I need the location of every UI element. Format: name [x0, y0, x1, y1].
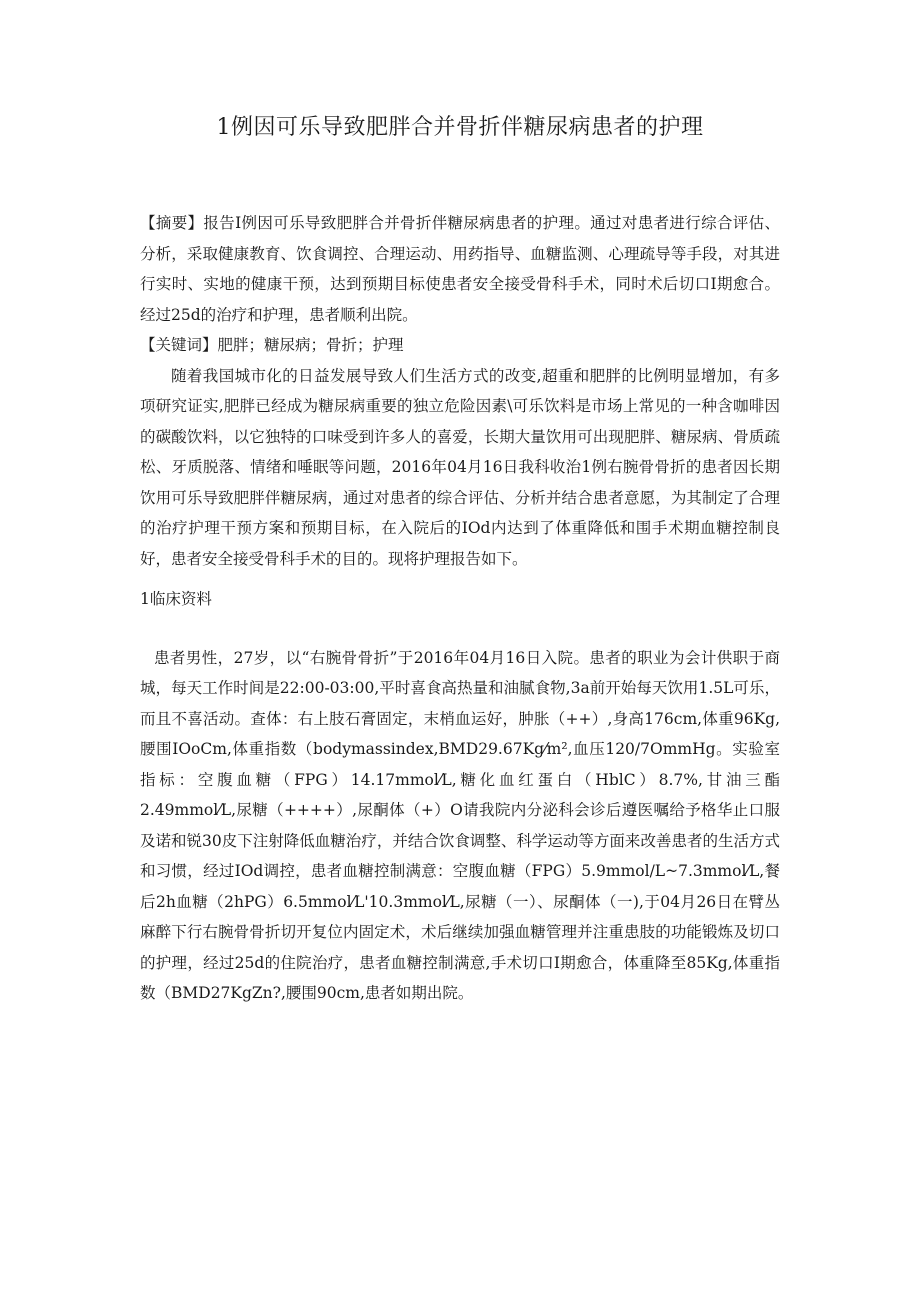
- abstract-paragraph: 【摘要】报告I例因可乐导致肥胖合并骨折伴糖尿病患者的护理。通过对患者进行综合评估、分析，采取健康教育、饮食调控、合理运动、用药指导、血糖监测、心理疏导等手段，对其进行实时、实地的健康干预，达到预期目标使患者安全接受骨科手术，同时术后切口I期愈合。经过25d的治疗和护理，患者顺利出院。: [140, 214, 780, 324]
- keywords-line: 【关键词】肥胖；糖尿病；骨折；护理: [140, 336, 404, 354]
- document-title: 1例因可乐导致肥胖合并骨折伴糖尿病患者的护理: [216, 115, 704, 140]
- intro-paragraph: 随着我国城市化的日益发展导致人们生活方式的改变,超重和肥胖的比例明显增加，有多项研究证实,肥胖已经成为糖尿病重要的独立危险因素\可乐饮料是市场上常见的一种含咖啡因的碳酸饮料，以它独特的口味受到许多人的喜爱，长期大量饮用可出现肥胖、糖尿病、骨质疏松、牙质脱落、情绪和唾眠等问题，2016年04月16日我科收治1例右腕骨骨折的患者因长期饮用可乐导致肥胖伴糖尿病，通过对患者的综合评估、分析并结合患者意愿，为其制定了合理的治疗护理干预方案和预期目标，在入院后的IOd内达到了体重降低和围手术期血糖控制良好，患者安全接受骨科手术的目的。现将护理报告如下。: [140, 366, 780, 568]
- section-heading-clinical: 1临床资料: [140, 590, 212, 608]
- clinical-paragraph: 患者男性，27岁，以“右腕骨骨折”于2016年04月16日入院。患者的职业为会计供职于商城，每天工作时间是22:00-03:00,平时喜食高热量和油腻食物,3a前开始每天饮用1.5L可乐，而且不喜活动。查体：右上肢石膏固定，末梢血运好，肿胀（++）,身高176cm,体重96Kg,腰围IOoCm,体重指数（bodymassindex,BMD29.67Kg⁄m²,血压120/7OmmHg。实验室指标：空腹血糖（FPG）14.17mmol⁄L,糖化血红蛋白（HblC）8.7%,甘油三酯2.49mmol⁄L,尿糖（++++）,尿酮体（+）O请我院内分泌科会诊后遵医嘱给予格华止口服及诺和锐30皮下注射降低血糖治疗，并结合饮食调整、科学运动等方面来改善患者的生活方式和习惯，经过IOd调控，患者血糖控制满意：空腹血糖（FPG）5.9mmol/L~7.3mmol⁄L,餐后2h血糖（2hPG）6.5mmol⁄L'10.3mmol⁄L,尿糖（一）、尿酮体（一),于04月26日在臂丛麻醉下行右腕骨骨折切开复位内固定术，术后继续加强血糖管理并注重患肢的功能锻炼及切口的护理，经过25d的住院治疗，患者血糖控制满意,手术切口I期愈合，体重降至85Kg,体重指数（BMD27KgZn?,腰围90cm,患者如期出院。: [140, 648, 780, 1002]
